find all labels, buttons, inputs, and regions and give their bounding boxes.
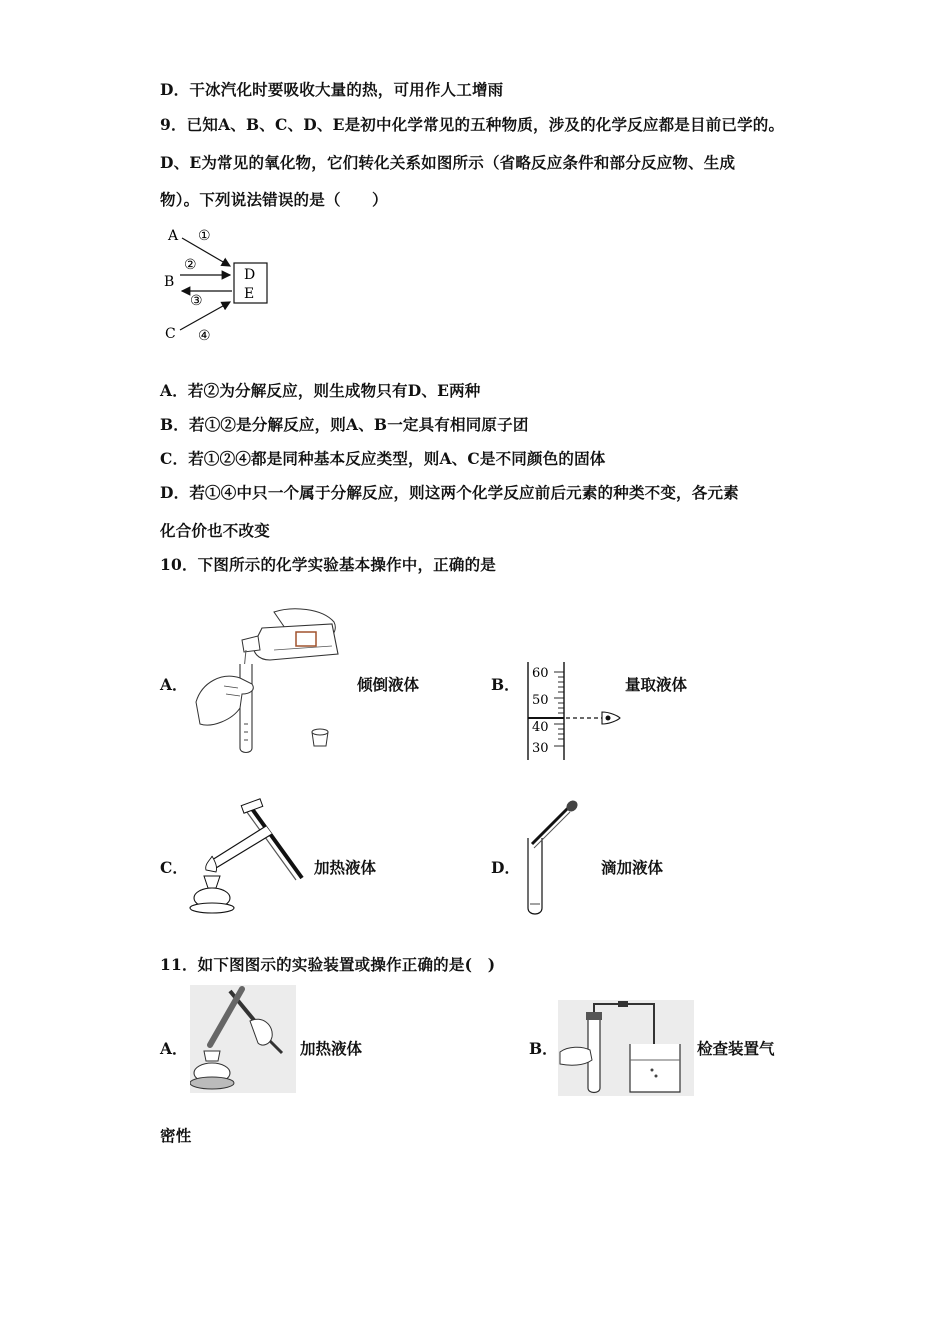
node-a: A [168, 228, 179, 244]
node-e: E [244, 286, 255, 302]
q9-stem-line3: 物）。下列说法错误的是（ ） [160, 190, 388, 209]
q10-stem: 10．下图所示的化学实验基本操作中，正确的是 [160, 555, 496, 574]
q11-heating-liquid-photo [190, 985, 296, 1093]
q11-option-b-caption-cont: 密性 [160, 1126, 192, 1145]
node-b: B [164, 274, 175, 290]
q10-option-c-caption: 加热液体 [314, 858, 377, 877]
q11-option-a-letter: A． [160, 1039, 188, 1058]
reaction-1: ① [198, 228, 211, 244]
q9-option-b: B．若①②是分解反应，则A、B一定具有相同原子团 [160, 415, 529, 434]
q10-option-b-caption: 量取液体 [625, 675, 688, 694]
tick-label-60: 60 [532, 666, 549, 681]
q9-conversion-diagram [160, 222, 280, 348]
node-c: C [165, 326, 176, 342]
q10-option-a-letter: A． [160, 675, 188, 694]
reaction-3: ③ [190, 293, 203, 309]
q9-option-d: D．若①④中只一个属于分解反应，则这两个化学反应前后元素的种类不变，各元素 [160, 483, 739, 502]
q11-stem: 11．如下图图示的实验装置或操作正确的是( ) [160, 955, 496, 974]
q11-option-b-caption: 检查装置气 [697, 1039, 775, 1058]
q10-option-d-letter: D． [491, 858, 520, 877]
arrow-4 [180, 302, 230, 330]
q10-option-d-caption: 滴加液体 [601, 858, 664, 877]
q11-airtightness-check-photo [558, 1000, 694, 1096]
tick-label-30: 30 [532, 741, 549, 756]
tick-label-50: 50 [532, 693, 549, 708]
q9-option-d-cont: 化合价也不改变 [160, 521, 270, 540]
tick-label-40: 40 [532, 720, 549, 735]
q9-option-c: C．若①②④都是同种基本反应类型，则A、C是不同颜色的固体 [160, 449, 606, 468]
reaction-4: ④ [198, 328, 211, 344]
reaction-2: ② [184, 257, 197, 273]
q10-dropping-liquid-figure [520, 798, 584, 918]
q11-option-b-letter: B． [529, 1039, 558, 1058]
q10-option-c-letter: C． [160, 858, 188, 877]
q10-option-a-caption: 倾倒液体 [357, 675, 420, 694]
q10-option-b-letter: B． [491, 675, 520, 694]
q9-stem-line1: 9．已知A、B、C、D、E是初中化学常见的五种物质，涉及的化学反应都是目前已学的。 [160, 115, 785, 134]
node-d: D [244, 267, 256, 283]
q9-stem-line2: D、E为常见的氧化物，它们转化关系如图所示（省略反应条件和部分反应物、生成 [160, 153, 736, 172]
q10-pouring-liquid-figure [192, 604, 342, 758]
q10-measuring-cylinder-figure [522, 660, 624, 762]
q11-option-a-caption: 加热液体 [300, 1039, 363, 1058]
prev-option-d: D．干冰汽化时要吸收大量的热，可用作人工增雨 [160, 80, 504, 99]
q9-option-a: A．若②为分解反应，则生成物只有D、E两种 [160, 381, 481, 400]
q10-heating-liquid-figure [186, 798, 308, 916]
